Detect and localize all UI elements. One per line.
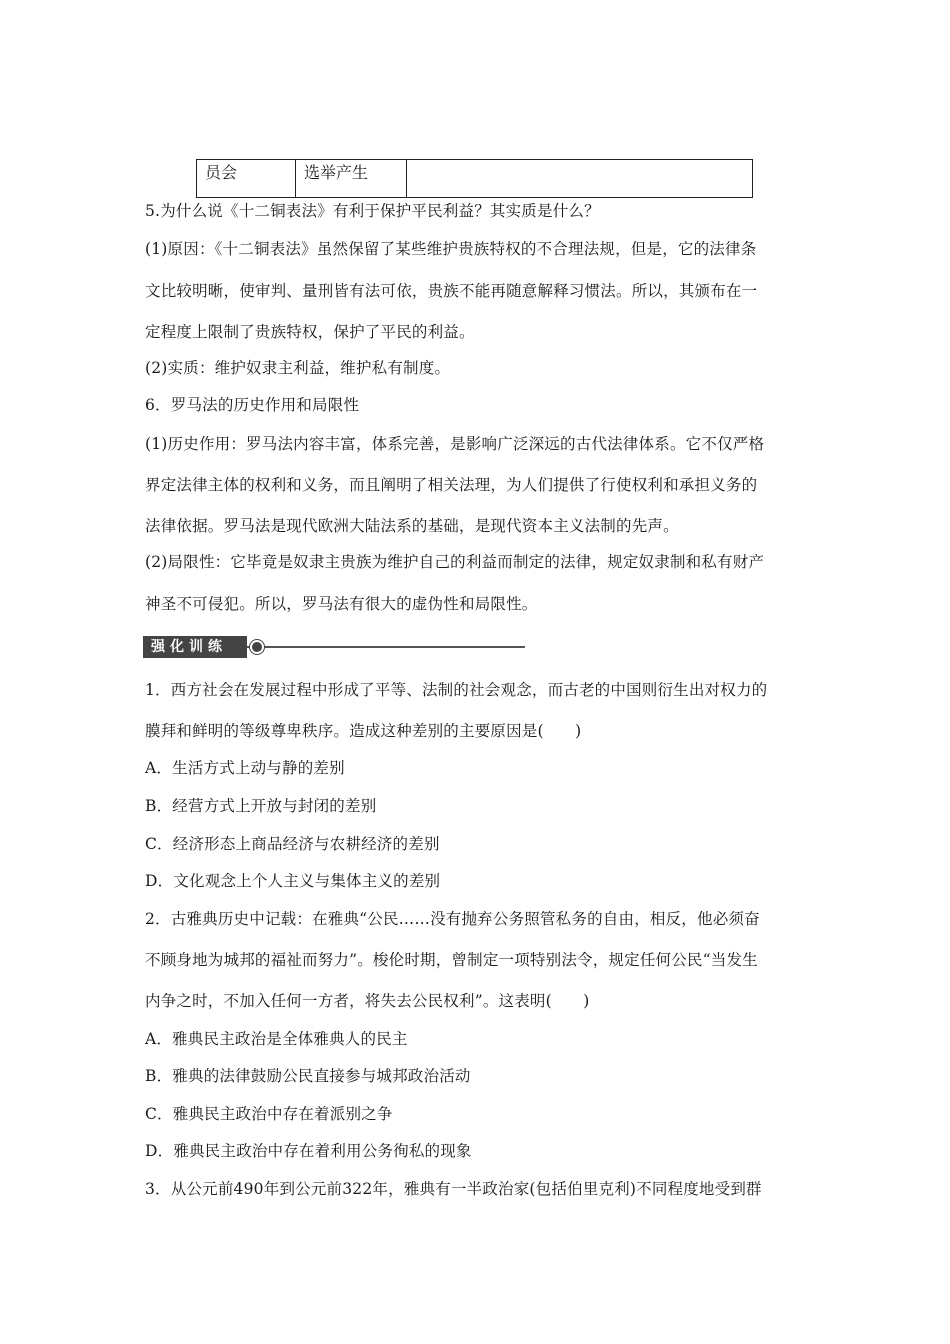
- option-line: D．文化观念上个人主义与集体主义的差别: [145, 872, 441, 890]
- table-cell: [407, 160, 753, 198]
- paragraph-line: 神圣不可侵犯。所以，罗马法有很大的虚伪性和局限性。: [145, 595, 538, 613]
- question-line: 内争之时，不加入任何一方者，将失去公民权利”。这表明( ): [145, 992, 590, 1010]
- question-line: 3．从公元前490年到公元前322年，雅典有一半政治家(包括伯里克利)不同程度地受到群: [145, 1180, 762, 1198]
- option-line: A．雅典民主政治是全体雅典人的民主: [145, 1030, 408, 1048]
- question-line: 不顾身地为城邦的福祉而努力”。梭伦时期，曾制定一项特别法令，规定任何公民“当发生: [145, 951, 758, 969]
- option-line: B．经营方式上开放与封闭的差别: [145, 797, 377, 815]
- section-title: 强化训练: [143, 636, 247, 658]
- table-cell: 员会: [197, 160, 296, 198]
- paragraph-line: 界定法律主体的权利和义务，而且阐明了相关法理，为人们提供了行使权利和承担义务的: [145, 476, 758, 494]
- paragraph-line: 文比较明晰，使审判、量刑皆有法可依，贵族不能再随意解释习惯法。所以，其颁布在一: [145, 282, 758, 300]
- table-fragment: [196, 159, 753, 198]
- bullet-dot-icon: [250, 640, 264, 654]
- table-cell: 选举产生: [296, 160, 407, 198]
- banner-rule: [247, 646, 525, 648]
- paragraph-line: 法律依据。罗马法是现代欧洲大陆法系的基础，是现代资本主义法制的先声。: [145, 517, 679, 535]
- paragraph-line: (2)实质：维护奴隶主利益，维护私有制度。: [145, 359, 451, 377]
- option-line: C．经济形态上商品经济与农耕经济的差别: [145, 835, 440, 853]
- table-row: [197, 160, 753, 198]
- section-6-heading: 6．罗马法的历史作用和局限性: [145, 396, 360, 414]
- question-line: 1．西方社会在发展过程中形成了平等、法制的社会观念，而古老的中国则衍生出对权力的: [145, 681, 768, 699]
- paragraph-line: (1)原因：《十二铜表法》虽然保留了某些维护贵族特权的不合理法规，但是，它的法律条: [145, 240, 757, 258]
- question-line: 膜拜和鲜明的等级尊卑秩序。造成这种差别的主要原因是( ): [145, 722, 582, 740]
- question-5-heading: 5.为什么说《十二铜表法》有利于保护平民利益？其实质是什么？: [145, 202, 600, 220]
- section-banner: [143, 636, 525, 658]
- paragraph-line: 定程度上限制了贵族特权，保护了平民的利益。: [145, 323, 475, 341]
- paragraph-line: (1)历史作用：罗马法内容丰富，体系完善，是影响广泛深远的古代法律体系。它不仅严格: [145, 435, 765, 453]
- option-line: C．雅典民主政治中存在着派别之争: [145, 1105, 393, 1123]
- option-line: D．雅典民主政治中存在着利用公务徇私的现象: [145, 1142, 472, 1160]
- option-line: A．生活方式上动与静的差别: [145, 759, 345, 777]
- option-line: B．雅典的法律鼓励公民直接参与城邦政治活动: [145, 1067, 471, 1085]
- paragraph-line: (2)局限性：它毕竟是奴隶主贵族为维护自己的利益而制定的法律，规定奴隶制和私有财产: [145, 553, 765, 571]
- question-line: 2．古雅典历史中记载：在雅典“公民……没有抛弃公务照管私务的自由，相反，他必须奋: [145, 910, 760, 928]
